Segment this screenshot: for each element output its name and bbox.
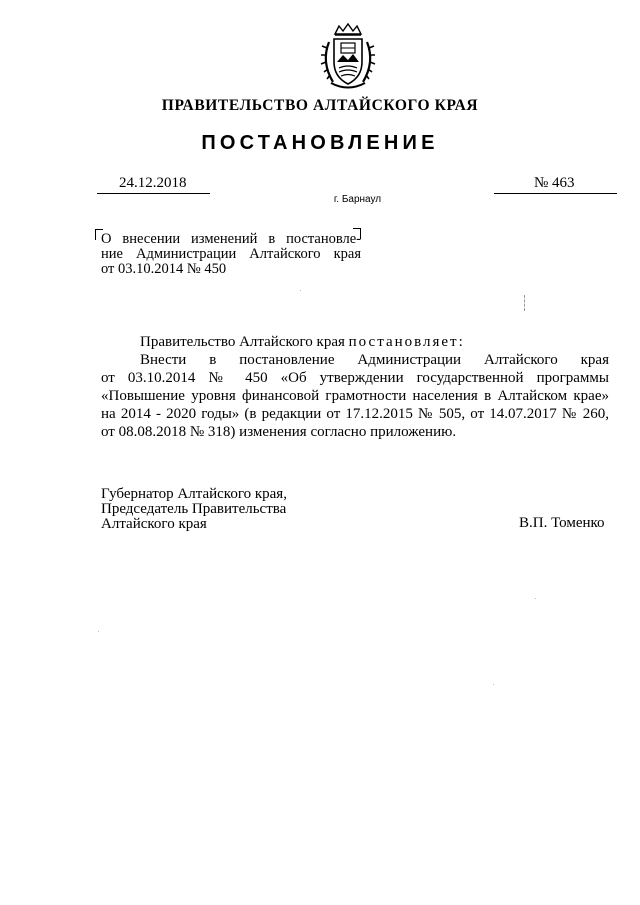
city: г. Барнаул bbox=[333, 194, 382, 205]
body-intro-verb: постановляет: bbox=[348, 334, 465, 350]
document-date: 24.12.2018 bbox=[119, 175, 187, 191]
document-date-field bbox=[97, 175, 210, 194]
body-line: от 08.08.2018 № 318) изменения согласно приложению. bbox=[101, 424, 457, 440]
document-body bbox=[101, 333, 609, 441]
scan-speck bbox=[300, 290, 301, 291]
body-line: Внести в постановление Администрации Алтайского края bbox=[140, 352, 609, 368]
signatory-name: В.П. Томенко bbox=[519, 515, 605, 531]
signature-position-line: Губернатор Алтайского края, bbox=[101, 486, 287, 502]
document-type-title: ПОСТАНОВЛЕНИЕ bbox=[201, 132, 439, 154]
document-number-field bbox=[494, 175, 617, 194]
scan-speck bbox=[98, 631, 99, 632]
subject-line: от 03.10.2014 № 450 bbox=[101, 261, 227, 277]
signature-position-line: Председатель Правительства bbox=[101, 501, 287, 517]
body-line: на 2014 - 2020 годы» (в редакции от 17.12.2015 № 505, от 14.07.2017 № 260, bbox=[101, 406, 609, 422]
body-line: от 03.10.2014 № 450 «Об утверждении государственной программы bbox=[101, 370, 609, 386]
scan-speck bbox=[493, 684, 494, 685]
subject-line: ние Администрации Алтайского края bbox=[101, 246, 361, 262]
signature-position-line: Алтайского края bbox=[101, 516, 207, 532]
scan-speck bbox=[535, 598, 536, 599]
body-line: «Повышение уровня финансовой грамотности населения в Алтайском крае» bbox=[101, 388, 609, 404]
document-number: № 463 bbox=[534, 175, 575, 191]
coat-of-arms-icon bbox=[319, 22, 377, 92]
body-intro bbox=[101, 333, 609, 351]
organization-title: ПРАВИТЕЛЬСТВО АЛТАЙСКОГО КРАЯ bbox=[161, 97, 479, 114]
scan-mark bbox=[524, 295, 526, 311]
subject-line: О внесении изменений в постановле- bbox=[101, 231, 361, 247]
signature-position bbox=[101, 487, 287, 532]
body-intro-prefix: Правительство Алтайского края bbox=[140, 334, 345, 350]
document-subject bbox=[101, 232, 361, 277]
